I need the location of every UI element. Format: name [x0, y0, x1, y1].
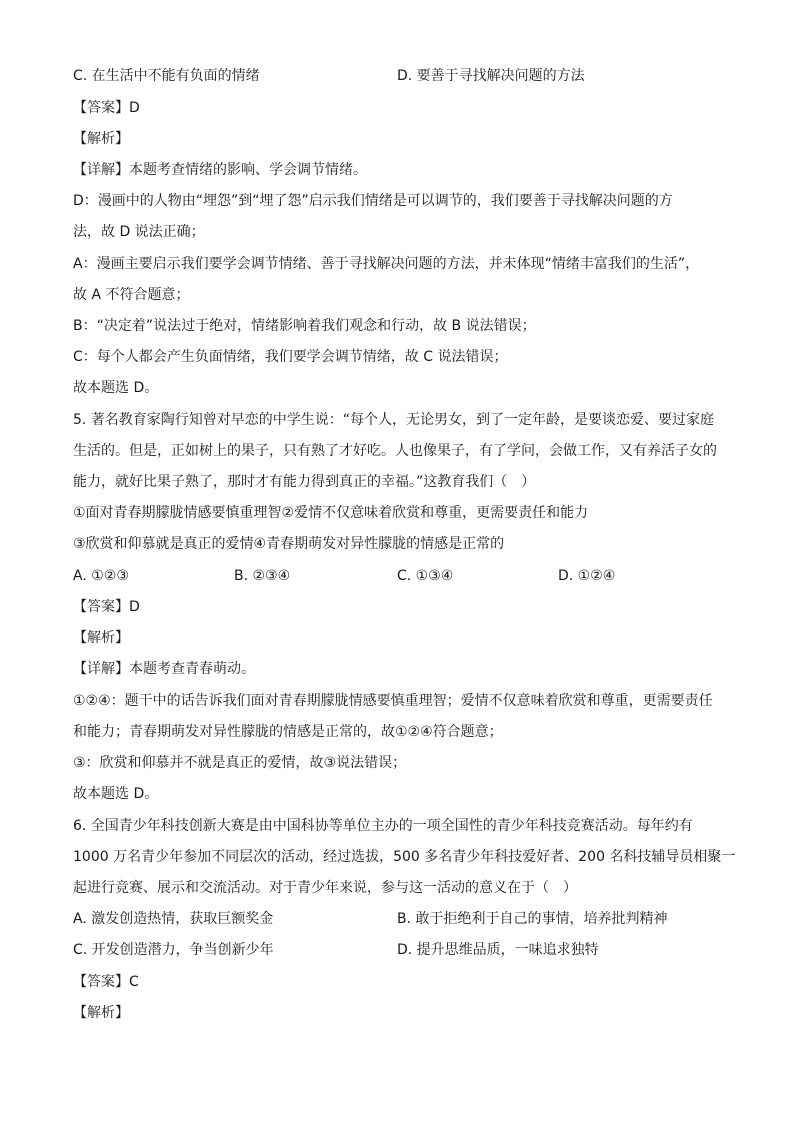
q5-conclusion: 故本题选 D。: [73, 786, 159, 802]
q5-option-d: D. ①②④: [558, 568, 616, 584]
q4-explanation-line: 法，故 D 说法正确；: [73, 224, 205, 240]
q4-explanation-line: A：漫画主要启示我们要学会调节情绪、善于寻找解决问题的方法，并未体现“情绪丰富我们的生活”，: [73, 256, 700, 272]
q4-explanation-line: D：漫画中的人物由“埋怨”到“埋了怨”启示我们情绪是可以调节的，我们要善于寻找解决问题的方: [73, 193, 673, 209]
q4-explanation-line: 故 A 不符合题意；: [73, 287, 190, 303]
q5-explanation-line: ③：欣赏和仰慕并不就是真正的爱情，故③说法错误；: [73, 755, 407, 771]
q6-analysis-heading: 【解析】: [73, 1005, 129, 1021]
q6-stem-line: 1000 万名青少年参加不同层次的活动，经过选拔，500 多名青少年科技爱好者、200 名科技辅导员相聚一: [73, 849, 736, 865]
q5-statement-line: ③欣赏和仰慕就是真正的爱情④青春期萌发对异性朦胧的情感是正常的: [73, 536, 505, 552]
q6-stem-line: 起进行竞赛、展示和交流活动。对于青少年来说，参与这一活动的意义在于（ ）: [73, 880, 577, 896]
q4-analysis-heading: 【解析】: [73, 131, 129, 147]
q5-explanation-line: ①②④：题干中的话告诉我们面对青春期朦胧情感要慎重理智；爱情不仅意味着欣赏和尊重，更需要责任: [73, 693, 713, 709]
q5-analysis-heading: 【解析】: [73, 630, 129, 646]
q5-explanation-line: 和能力；青春期萌发对异性朦胧的情感是正常的，故①②④符合题意；: [73, 724, 503, 740]
q4-option-d: D. 要善于寻找解决问题的方法: [397, 68, 585, 84]
q5-stem-line: 5. 著名教育家陶行知曾对早恋的中学生说：“每个人，无论男女，到了一定年龄，是要谈恋爱、要过家庭: [73, 412, 715, 428]
q5-detail: 【详解】本题考查青春萌动。: [73, 661, 255, 677]
q5-statement-line: ①面对青春期朦胧情感要慎重理智②爱情不仅意味着欣赏和尊重，更需要责任和能力: [73, 505, 589, 521]
q6-option-d: D. 提升思维品质，一味追求独特: [397, 942, 599, 958]
q5-answer: 【答案】D: [73, 599, 140, 615]
q6-option-b: B. 敢于拒绝利于自己的事情，培养批判精神: [397, 911, 668, 927]
q6-option-c: C. 开发创造潜力，争当创新少年: [73, 942, 274, 958]
q6-stem-line: 6. 全国青少年科技创新大赛是由中国科协等单位主办的一项全国性的青少年科技竞赛活动。每年约有: [73, 818, 693, 834]
q5-option-b: B. ②③④: [234, 568, 291, 584]
q4-detail: 【详解】本题考查情绪的影响、学会调节情绪。: [73, 162, 367, 178]
q5-stem-line: 能力，就好比果子熟了，那时才有能力得到真正的幸福。”这教育我们（ ）: [73, 474, 536, 490]
q6-option-a: A. 激发创造热情，获取巨额奖金: [73, 911, 274, 927]
q4-explanation-line: B：“决定着”说法过于绝对，情绪影响着我们观念和行动，故 B 说法错误；: [73, 318, 536, 334]
q6-answer: 【答案】C: [73, 974, 139, 990]
q5-stem-line: 生活的。但是，正如树上的果子，只有熟了才好吃。人也像果子，有了学问，会做工作，又有养活子女的: [73, 443, 717, 459]
q5-option-c: C. ①③④: [397, 568, 454, 584]
q4-conclusion: 故本题选 D。: [73, 380, 159, 396]
q5-option-a: A. ①②③: [73, 568, 129, 584]
q4-answer: 【答案】D: [73, 100, 140, 116]
q4-option-c: C. 在生活中不能有负面的情绪: [73, 68, 260, 84]
q4-explanation-line: C：每个人都会产生负面情绪，我们要学会调节情绪，故 C 说法错误；: [73, 349, 508, 365]
